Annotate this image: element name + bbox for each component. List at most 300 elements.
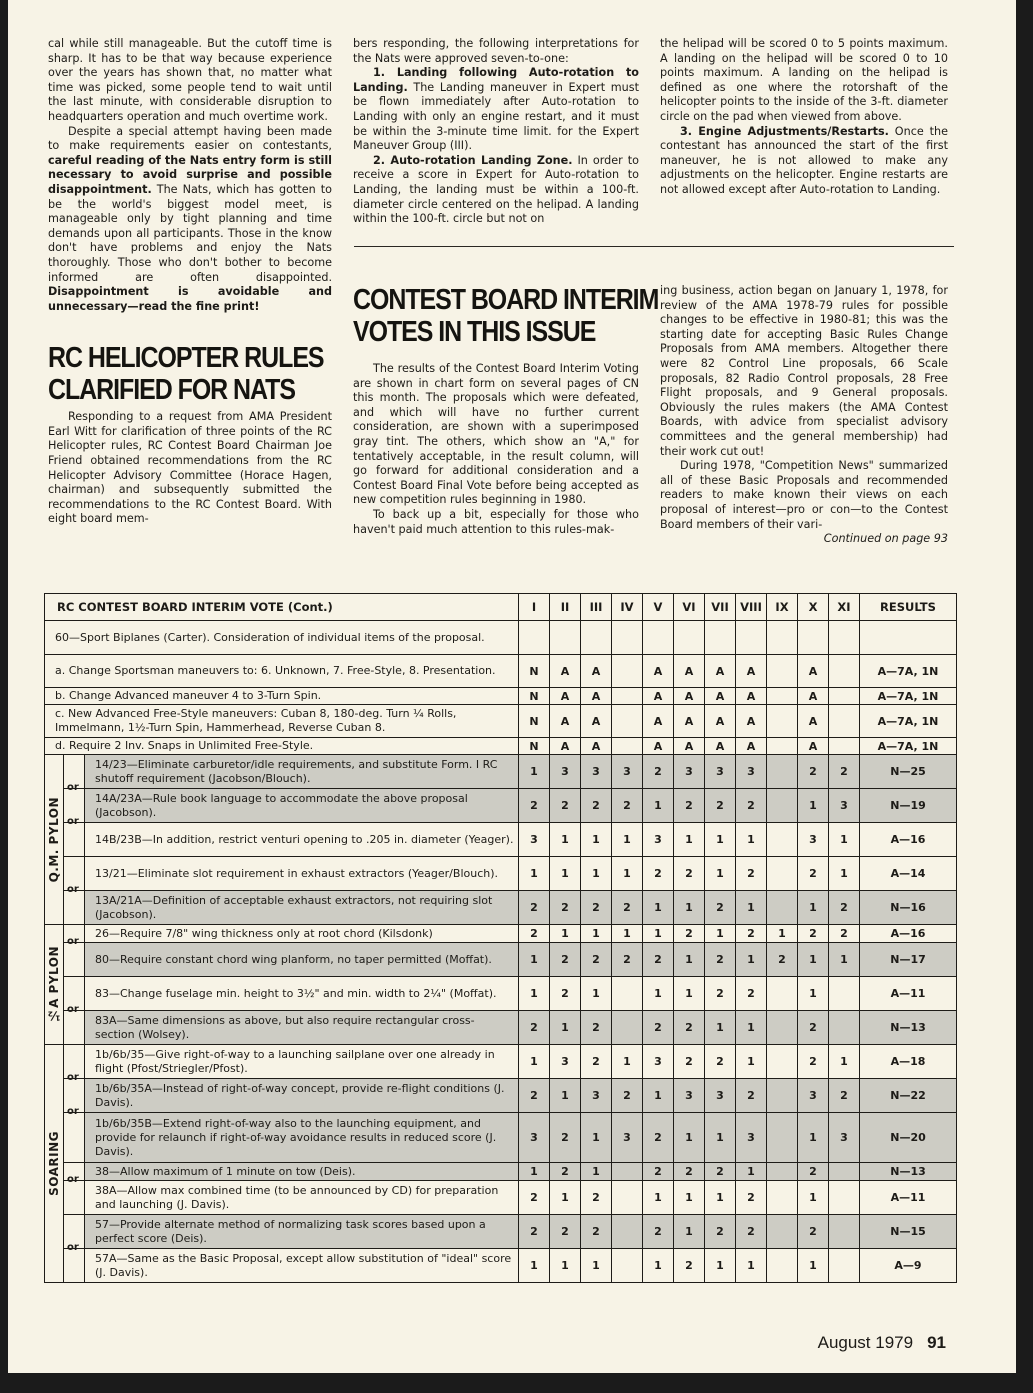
col2-para1: bers responding, the following interpretations for the Nats were approved seven-to-one: (353, 37, 639, 65)
vote-cell: 3 (550, 755, 581, 789)
vote-cell (612, 1011, 643, 1045)
vote-cell: 3 (550, 1045, 581, 1079)
vote-cell: 1 (519, 977, 550, 1011)
proposal-desc: 14/23—Eliminate carburetor/idle requirements, and substitute Form. I RC shutoff requirement (Jacobson/Blouch). (85, 755, 519, 789)
table-row (45, 1113, 957, 1163)
vote-cell: 3 (519, 1113, 550, 1163)
vote-cell: 2 (519, 925, 550, 943)
vote-cell (767, 705, 798, 738)
vote-cell: 1 (674, 977, 705, 1011)
col1-para3: Responding to a request from AMA President Earl Witt for clarification of three points of the RC Helicopter rules, RC Contest Board Chairman Joe Friend obtained recommendations from the RC Helicopter Advisory Committee (Horace Hagen, chairman) and subsequently submitted the recommendations to the RC Contest Board. With eight board mem- (48, 410, 332, 526)
vote-cell: 2 (829, 755, 860, 789)
vote-cell: 1 (736, 943, 767, 977)
vote-cell: 1 (519, 857, 550, 891)
vote-cell: 1 (519, 1045, 550, 1079)
vote-cell (767, 789, 798, 823)
proposal-desc: 83—Change fuselage min. height to 3½" and min. width to 2¼" (Moffat). (85, 977, 519, 1011)
contest-board-heading: CONTEST BOARD INTERIM VOTES IN THIS ISSUE (353, 284, 659, 348)
vote-cell (767, 655, 798, 688)
result-cell: N—19 (860, 789, 957, 823)
table-row (45, 925, 957, 943)
vote-cell: 1 (798, 977, 829, 1011)
vote-cell: 2 (705, 977, 736, 1011)
vote-cell: 1 (612, 857, 643, 891)
vote-cell: 1 (519, 943, 550, 977)
vote-cell: 2 (705, 943, 736, 977)
vote-cell (612, 1249, 643, 1283)
table-body (45, 621, 957, 1283)
vote-cell: 3 (643, 1045, 674, 1079)
vote-cell: A (550, 655, 581, 688)
or-label: or (67, 816, 79, 827)
proposal-desc: 80—Require constant chord wing planform, no taper permitted (Moffat). (85, 943, 519, 977)
vote-cell: A (674, 705, 705, 738)
vote-cell: 1 (550, 1079, 581, 1113)
vote-cell: 2 (674, 1045, 705, 1079)
vote-cell: 2 (519, 1181, 550, 1215)
col-header: I (519, 594, 550, 621)
rc-helicopter-heading: RC HELICOPTER RULES CLARIFIED FOR NATS (48, 342, 324, 407)
vote-cell: 3 (581, 1079, 612, 1113)
vote-cell: 1 (674, 823, 705, 857)
vote-cell: A (643, 688, 674, 705)
vote-cell: 3 (705, 755, 736, 789)
proposal-desc: 14A/23A—Rule book language to accommodate the above proposal (Jacobson). (85, 789, 519, 823)
vote-cell: 2 (674, 789, 705, 823)
vote-cell: 2 (519, 1079, 550, 1113)
vote-cell: 2 (519, 1011, 550, 1045)
proposal-desc: b. Change Advanced maneuver 4 to 3-Turn Spin. (45, 688, 519, 705)
col3-item3: 3. Engine Adjustments/Restarts. Once the contestant has announced the start of the first maneuver, he is not allowed to make any adjustments on the helicopter. Engine restarts are not allowed except after Auto-rotation to Landing. (660, 124, 949, 196)
result-cell: N—16 (860, 891, 957, 925)
vote-cell (767, 977, 798, 1011)
vote-cell: 2 (705, 891, 736, 925)
proposal-desc: a. Change Sportsman maneuvers to: 6. Unknown, 7. Free-Style, 8. Presentation. (45, 655, 519, 688)
vote-cell (612, 977, 643, 1011)
vote-cell: 1 (581, 1249, 612, 1283)
table-header-row (45, 594, 957, 621)
vote-cell: 1 (550, 1181, 581, 1215)
vote-cell: 2 (581, 1181, 612, 1215)
vote-cell: 2 (798, 1011, 829, 1045)
vote-cell: 1 (550, 1011, 581, 1045)
vote-cell: 1 (581, 1113, 612, 1163)
vote-cell: 3 (612, 1113, 643, 1163)
col2-item2: 2. Auto-rotation Landing Zone. In order to receive a score in Expert for Auto-rotation to Landing, the landing must be within a 100-ft. diameter circle centered on the helipad. A landing within the 100-ft. circle but not on (353, 153, 640, 226)
vote-cell: 1 (705, 857, 736, 891)
table-row (45, 891, 957, 925)
vote-cell: 1 (705, 1249, 736, 1283)
vote-cell: 2 (736, 1181, 767, 1215)
continued-note: Continued on page 93 (823, 532, 948, 546)
vote-cell: 3 (829, 1113, 860, 1163)
or-label: or (67, 1004, 79, 1015)
vote-cell: 1 (736, 1249, 767, 1283)
result-cell: A—7A, 1N (860, 655, 957, 688)
vote-cell: 1 (798, 1113, 829, 1163)
col3-para3: During 1978, "Competition News" summarized all of these Basic Proposals and recommended readers to make known their views on each proposal of interest—pro or con—to the Contest Board members of their vari- (660, 459, 948, 531)
vote-cell: 2 (550, 943, 581, 977)
or-label: or (67, 936, 79, 947)
vote-cell: 3 (736, 755, 767, 789)
vote-cell: 2 (519, 891, 550, 925)
vote-cell: A (581, 655, 612, 688)
proposal-desc: 38—Allow maximum of 1 minute on tow (Deis). (85, 1163, 519, 1181)
table-row (45, 823, 957, 857)
vote-cell: 1 (550, 857, 581, 891)
vote-cell: 2 (581, 1215, 612, 1249)
vote-cell: 3 (705, 1079, 736, 1113)
vote-cell: 2 (643, 943, 674, 977)
col2-para4: To back up a bit, especially for those who haven't paid much attention to this rules-mak- (353, 507, 639, 536)
vote-cell: 1 (798, 1249, 829, 1283)
result-cell: A—14 (860, 857, 957, 891)
table-row (45, 755, 957, 789)
vote-cell: 1 (581, 925, 612, 943)
table-row (45, 1045, 957, 1079)
vote-cell (829, 655, 860, 688)
group-label: Q.M. PYLON (47, 796, 61, 883)
vote-cell: 1 (674, 1181, 705, 1215)
vote-cell: A (798, 655, 829, 688)
vote-cell: 2 (798, 755, 829, 789)
table-row (45, 789, 957, 823)
vote-cell: 1 (705, 925, 736, 943)
vote-cell: 1 (643, 1249, 674, 1283)
vote-cell: 2 (643, 857, 674, 891)
table-row (45, 1215, 957, 1249)
vote-cell (767, 1163, 798, 1181)
vote-cell: 2 (674, 1011, 705, 1045)
vote-cell: 3 (798, 823, 829, 857)
vote-cell: A (798, 705, 829, 738)
vote-cell: 1 (643, 789, 674, 823)
vote-cell: 1 (643, 925, 674, 943)
vote-cell: 2 (674, 1163, 705, 1181)
col-header: X (798, 594, 829, 621)
vote-cell: 1 (612, 1045, 643, 1079)
vote-cell: 1 (798, 891, 829, 925)
col-header: IX (767, 594, 798, 621)
vote-cell: 2 (736, 925, 767, 943)
vote-cell: 2 (736, 789, 767, 823)
vote-cell: 1 (736, 891, 767, 925)
column-2 (353, 37, 639, 227)
vote-cell: 1 (519, 1163, 550, 1181)
vote-cell: 1 (736, 1045, 767, 1079)
vote-cell (767, 688, 798, 705)
vote-cell: 1 (519, 755, 550, 789)
vote-cell: A (705, 655, 736, 688)
col-header: XI (829, 594, 860, 621)
proposal-desc: 57—Provide alternate method of normalizing task scores based upon a perfect score (Deis). (85, 1215, 519, 1249)
vote-cell: 2 (550, 1163, 581, 1181)
or-label: or (67, 1106, 79, 1117)
vote-cell: A (550, 738, 581, 755)
vote-cell (829, 738, 860, 755)
vote-cell (767, 1249, 798, 1283)
vote-cell: 2 (643, 1163, 674, 1181)
result-cell: N—13 (860, 1163, 957, 1181)
vote-cell (612, 655, 643, 688)
vote-cell: A (674, 688, 705, 705)
col2-item1: 1. Landing following Auto-rotation to Landing. The Landing maneuver in Expert must be flown immediately after Auto-rotation to Landing with only an engine restart, and it must be within the 3-minute time limit. for the Expert Maneuver Group (III). (353, 66, 639, 153)
vote-cell (767, 1215, 798, 1249)
proposal-desc: 14B/23B—In addition, restrict venturi opening to .205 in. diameter (Yeager). (85, 823, 519, 857)
table-row (45, 705, 957, 738)
issue-date: August 1979 (817, 1333, 914, 1352)
result-cell: A—9 (860, 1249, 957, 1283)
vote-cell: 1 (519, 1249, 550, 1283)
vote-cell: 3 (674, 1079, 705, 1113)
vote-cell (767, 738, 798, 755)
result-cell: A—16 (860, 925, 957, 943)
intro-row (45, 621, 957, 655)
vote-cell: 1 (736, 1163, 767, 1181)
vote-cell: 3 (612, 755, 643, 789)
vote-cell: 2 (581, 1045, 612, 1079)
vote-cell: 1 (829, 823, 860, 857)
vote-cell (612, 1215, 643, 1249)
vote-cell: 3 (519, 823, 550, 857)
proposal-desc: 83A—Same dimensions as above, but also require rectangular cross-section (Wolsey). (85, 1011, 519, 1045)
vote-cell (612, 705, 643, 738)
vote-cell (612, 738, 643, 755)
vote-cell: 2 (829, 925, 860, 943)
vote-cell (829, 1011, 860, 1045)
col3-para2: ing business, action began on January 1, 1978, for review of the AMA 1978-79 rules for possible changes to be effective in 1980-81; this was the starting date for accepting Basic Rules Change Proposals from AMA members. Altogether there were 82 Control Line proposals, 66 Scale proposals, 82 Radio Control proposals, 28 Free Flight proposals, and 9 General proposals. Obviously the rules makers (the AMA Contest Boards, with advice from specialist advisory committees and the general membership) had their work cut out! (660, 284, 948, 458)
vote-cell: 2 (674, 857, 705, 891)
vote-cell: 3 (674, 755, 705, 789)
table-row (45, 1163, 957, 1181)
magazine-page (8, 0, 1016, 1373)
or-connector (64, 1004, 85, 1045)
vote-cell: 2 (736, 857, 767, 891)
result-cell: A—11 (860, 977, 957, 1011)
vote-cell: 2 (643, 755, 674, 789)
table-row (45, 655, 957, 688)
page-number: 91 (927, 1333, 946, 1352)
vote-cell: 2 (612, 789, 643, 823)
col-header: VIII (736, 594, 767, 621)
vote-cell (829, 1215, 860, 1249)
or-label: or (67, 782, 79, 793)
vote-cell: 1 (581, 1163, 612, 1181)
vote-cell: 2 (767, 943, 798, 977)
vote-cell (767, 755, 798, 789)
or-connector (64, 1242, 85, 1283)
vote-cell: 2 (581, 789, 612, 823)
vote-cell (767, 823, 798, 857)
result-cell: N—22 (860, 1079, 957, 1113)
vote-cell (612, 688, 643, 705)
vote-cell (767, 1079, 798, 1113)
table-title: RC CONTEST BOARD INTERIM VOTE (Cont.) (45, 594, 519, 621)
proposal-desc: 1b/6b/35—Give right-of-way to a launching sailplane over one already in flight (Pfost/Striegler/Pfost). (85, 1045, 519, 1079)
col-header: III (581, 594, 612, 621)
vote-cell: 2 (798, 857, 829, 891)
proposal-desc: 57A—Same as the Basic Proposal, except allow substitution of "ideal" score (J. Davis). (85, 1249, 519, 1283)
col3-para1: the helipad will be scored 0 to 5 points maximum. A landing on the helipad will be scored 0 to 10 points maximum. A landing on the helipad is defined as one where the rotorshaft of the helicopter points to the inside of the 3-ft. diameter circle on the pad when viewed from above. (660, 37, 948, 123)
vote-cell (829, 688, 860, 705)
proposal-desc: c. New Advanced Free-Style maneuvers: Cuban 8, 180-deg. Turn ¼ Rolls, Immelmann, 1½-Turn Spin, Hammerhead, Reverse Cuban 8. (45, 705, 519, 738)
result-cell: N—25 (860, 755, 957, 789)
vote-cell: 1 (674, 1113, 705, 1163)
vote-cell: 2 (705, 1163, 736, 1181)
or-connector (64, 816, 85, 857)
page-footer (818, 1333, 946, 1353)
vote-cell: 2 (798, 925, 829, 943)
table-row (45, 688, 957, 705)
vote-cell: A (581, 705, 612, 738)
vote-cell: N (519, 655, 550, 688)
result-cell: A—7A, 1N (860, 738, 957, 755)
vote-cell: 1 (798, 1181, 829, 1215)
col-header: VI (674, 594, 705, 621)
vote-cell: 2 (612, 943, 643, 977)
result-cell: A—7A, 1N (860, 705, 957, 738)
vote-cell: 1 (643, 1181, 674, 1215)
or-connector (64, 1174, 85, 1215)
result-cell: A—11 (860, 1181, 957, 1215)
vote-cell: 2 (581, 891, 612, 925)
result-cell: N—15 (860, 1215, 957, 1249)
proposal-desc: 26—Require 7/8" wing thickness only at root chord (Kilsdonk) (85, 925, 519, 943)
col-header: IV (612, 594, 643, 621)
result-cell: N—13 (860, 1011, 957, 1045)
vote-cell (829, 705, 860, 738)
proposal-desc: d. Require 2 Inv. Snaps in Unlimited Free-Style. (45, 738, 519, 755)
vote-cell (829, 1163, 860, 1181)
result-cell: N—17 (860, 943, 957, 977)
column-3-lower (660, 284, 948, 547)
table-row (45, 1181, 957, 1215)
vote-cell: 2 (550, 789, 581, 823)
or-connector (64, 1106, 85, 1163)
vote-cell: 1 (581, 823, 612, 857)
vote-cell: 2 (736, 1215, 767, 1249)
vote-cell: 2 (550, 891, 581, 925)
vote-cell: A (581, 688, 612, 705)
vote-cell: 3 (581, 755, 612, 789)
vote-cell: A (643, 705, 674, 738)
section-divider (354, 246, 954, 247)
table-row (45, 738, 957, 755)
vote-cell: A (550, 705, 581, 738)
vote-cell: 1 (767, 925, 798, 943)
column-3 (660, 37, 948, 198)
vote-cell: A (798, 738, 829, 755)
vote-cell: 2 (798, 1045, 829, 1079)
vote-cell: 2 (612, 891, 643, 925)
table-row (45, 943, 957, 977)
vote-cell: 1 (581, 857, 612, 891)
proposal-desc: 13A/21A—Definition of acceptable exhaust extractors, not requiring slot (Jacobson). (85, 891, 519, 925)
vote-cell: 1 (550, 1249, 581, 1283)
vote-cell: 2 (550, 977, 581, 1011)
proposal-desc: 13/21—Eliminate slot requirement in exhaust extractors (Yeager/Blouch). (85, 857, 519, 891)
table-row (45, 1079, 957, 1113)
result-cell: A—18 (860, 1045, 957, 1079)
vote-cell: 1 (674, 943, 705, 977)
result-cell: A—16 (860, 823, 957, 857)
vote-cell: 1 (581, 977, 612, 1011)
vote-cell: A (736, 655, 767, 688)
or-connector (64, 936, 85, 977)
vote-cell: 2 (674, 925, 705, 943)
vote-cell: 1 (643, 977, 674, 1011)
vote-cell: 2 (705, 1045, 736, 1079)
vote-cell: 1 (829, 1045, 860, 1079)
vote-cell: 1 (736, 823, 767, 857)
vote-cell: 2 (829, 1079, 860, 1113)
vote-cell (829, 1249, 860, 1283)
results-header: RESULTS (860, 594, 957, 621)
proposal-desc: 38A—Allow max combined time (to be announced by CD) for preparation and launching (J. Davis). (85, 1181, 519, 1215)
vote-cell: 2 (736, 977, 767, 1011)
vote-cell: 1 (829, 857, 860, 891)
vote-cell: 1 (550, 823, 581, 857)
vote-cell: A (705, 688, 736, 705)
interim-vote-table (44, 593, 957, 1283)
vote-cell: 1 (705, 1181, 736, 1215)
vote-cell: A (705, 705, 736, 738)
or-label: or (67, 1072, 79, 1083)
group-label-cell (45, 1045, 64, 1283)
group-label: SOARING (47, 1131, 61, 1196)
vote-cell (612, 1181, 643, 1215)
vote-cell (829, 977, 860, 1011)
vote-cell: A (736, 738, 767, 755)
table-row (45, 1249, 957, 1283)
column-1 (48, 37, 332, 527)
table-row (45, 977, 957, 1011)
vote-cell (829, 1181, 860, 1215)
vote-cell: A (705, 738, 736, 755)
vote-cell: 2 (519, 1215, 550, 1249)
vote-cell: A (798, 688, 829, 705)
result-cell: N—20 (860, 1113, 957, 1163)
vote-cell: A (581, 738, 612, 755)
or-label: or (67, 1174, 79, 1185)
vote-cell: 1 (705, 1011, 736, 1045)
col-header: II (550, 594, 581, 621)
vote-cell: 2 (798, 1215, 829, 1249)
vote-cell: 1 (550, 925, 581, 943)
vote-cell: N (519, 738, 550, 755)
col1-para1: cal while still manageable. But the cutoff time is sharp. It has to be that way because experience over the years has shown that, no matter what time was picked, some people tend to wait until the last minute, with considerable disruption to headquarters operation and much overtime work. (48, 37, 332, 123)
vote-cell (767, 1113, 798, 1163)
vote-cell: 1 (612, 823, 643, 857)
group-label-cell (45, 755, 64, 925)
vote-cell: 1 (643, 891, 674, 925)
vote-cell (767, 1011, 798, 1045)
vote-cell: 1 (643, 1079, 674, 1113)
vote-cell: 3 (829, 789, 860, 823)
vote-cell: 3 (643, 823, 674, 857)
vote-cell: A (674, 655, 705, 688)
vote-cell: 2 (643, 1011, 674, 1045)
vote-cell: 2 (612, 1079, 643, 1113)
vote-cell: A (643, 655, 674, 688)
vote-cell: 2 (736, 1079, 767, 1113)
intro-desc: 60—Sport Biplanes (Carter). Consideration of individual items of the proposal. (45, 621, 519, 655)
vote-cell: 2 (581, 1011, 612, 1045)
vote-cell: 2 (705, 1215, 736, 1249)
vote-cell: N (519, 705, 550, 738)
vote-cell: 1 (705, 1113, 736, 1163)
vote-cell: A (643, 738, 674, 755)
